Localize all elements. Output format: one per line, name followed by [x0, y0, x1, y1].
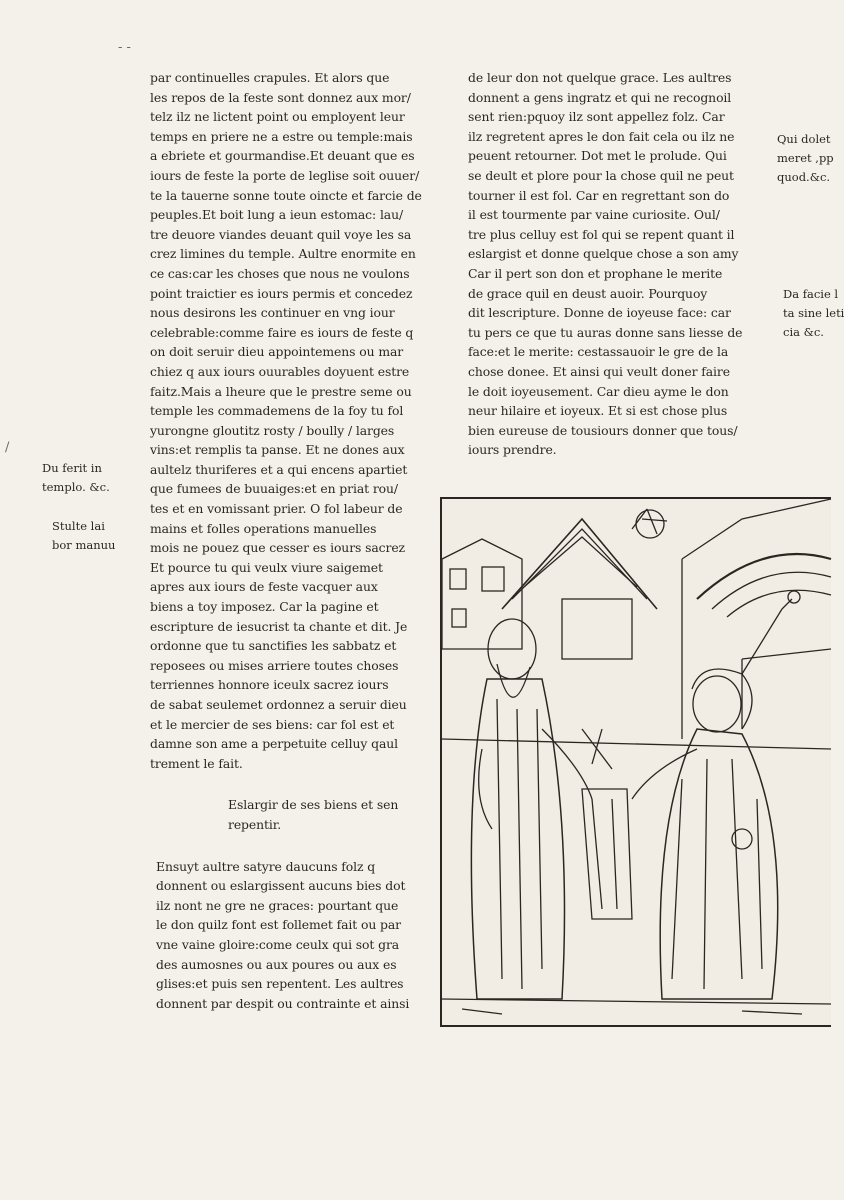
paragraph-one — [150, 68, 450, 773]
margin-note-line: Du ferit in — [42, 461, 102, 475]
text-line: tes et en vomissant prier. O fol labeur de — [150, 501, 403, 517]
text-line: Ensuyt aultre satyre daucuns folz q — [156, 858, 376, 874]
text-line: face:et le merite: cestassauoir le gre de la — [468, 344, 729, 360]
right-text-column — [468, 68, 773, 460]
text-line: crez limines du temple. Aultre enormite en — [150, 246, 416, 262]
text-line: aultelz thuriferes et a qui encens apartiet — [150, 461, 408, 477]
text-line: a ebriete et gourmandise.Et deuant que es — [150, 148, 415, 164]
text-line: ilz nont ne gre ne graces: pourtant que — [156, 897, 399, 913]
text-line: eslargist et donne quelque chose a son amy — [468, 246, 739, 262]
text-line: yurongne gloutitz rosty / boully / larges — [150, 422, 395, 438]
text-line: se deult et plore pour la chose quil ne peut — [468, 167, 734, 183]
text-line: donnent a gens ingratz et qui ne recognoil — [468, 89, 732, 105]
text-line: Car il pert son don et prophane le merite — [468, 265, 723, 281]
text-line: point traictier es iours permis et concedez — [150, 285, 413, 301]
margin-note-line: Da facie l — [783, 287, 839, 301]
text-line: temps en priere ne a estre ou temple:mais — [150, 128, 413, 144]
woodcut-drawing — [442, 499, 831, 1025]
text-line: damne son ame a perpetuite celluy qaul — [150, 736, 398, 752]
text-line: tu pers ce que tu auras donne sans liesse de — [468, 324, 743, 340]
text-line: tre deuore viandes deuant quil voye les sa — [150, 226, 412, 242]
text-line: les repos de la feste sont donnez aux mor/ — [150, 89, 411, 105]
text-line: donnent par despit ou contrainte et ainsi — [156, 995, 410, 1011]
text-line: donnent ou eslargissent aucuns bies dot — [156, 878, 406, 894]
text-line: mois ne pouez que cesser es iours sacrez — [150, 540, 405, 556]
text-line: que fumees de buuaiges:et en priat rou/ — [150, 481, 398, 497]
text-line: iours prendre. — [468, 442, 557, 458]
text-line: reposees ou mises arriere toutes choses — [150, 657, 399, 673]
text-line: te la tauerne sonne toute oincte et farcie de — [150, 187, 422, 203]
margin-note-line: Stulte lai — [52, 519, 105, 533]
margin-note-line: bor manuu — [52, 538, 116, 552]
left-text-column — [150, 68, 450, 1013]
text-line: le don quilz font est follemet fait ou par — [156, 917, 401, 933]
text-line: de leur don not quelque grace. Les aultres — [468, 70, 732, 85]
margin-note-line: templo. &c. — [42, 480, 110, 494]
text-line: biens a toy imposez. Car la pagine et — [150, 599, 379, 615]
text-line: glises:et puis sen repentent. Les aultres — [156, 976, 404, 992]
margin-note-line: meret ,pp — [777, 151, 834, 165]
text-line: sent rien:pquoy ilz sont appellez folz. Car — [468, 109, 725, 125]
text-line: trement le fait. — [150, 755, 243, 771]
text-line: et le mercier de ses biens: car fol est et — [150, 716, 395, 732]
margin-note-line: quod.&c. — [777, 170, 831, 184]
text-line: de sabat seulemet ordonnez a seruir dieu — [150, 697, 407, 712]
margin-note-line: ta sine leti — [783, 306, 844, 320]
text-line: il est tourmente par vaine curiosite. Oul/ — [468, 207, 720, 223]
text-line: on doit seruir dieu appointemens ou mar — [150, 344, 404, 360]
margin-note-line: cia &c. — [783, 325, 824, 339]
text-line: vne vaine gloire:come ceulx qui sot gra — [156, 936, 400, 952]
text-line: nous desirons les continuer en vng iour — [150, 305, 395, 321]
text-line: de grace quil en deust auoir. Pourquoy — [468, 285, 708, 301]
woodcut-illustration — [440, 497, 831, 1027]
text-line: des aumosnes ou aux poures ou aux es — [156, 956, 397, 972]
paragraph-two — [150, 857, 450, 1014]
text-line: terriennes honnore iceulx sacrez iours — [150, 677, 389, 693]
text-line: par continuelles crapules. Et alors que — [150, 70, 390, 85]
text-line: peuples.Et boit lung a ieun estomac: lau/ — [150, 207, 404, 223]
text-line: le doit ioyeusement. Car dieu ayme le don — [468, 383, 729, 399]
text-line: tourner il est fol. Car en regrettant son do — [468, 187, 730, 203]
text-line: tre plus celluy est fol qui se repent quant il — [468, 226, 735, 242]
rubric-line: repentir. — [228, 816, 282, 832]
text-line: chiez q aux iours ouurables doyuent estre — [150, 363, 410, 379]
text-line: iours de feste la porte de leglise soit ouuer/ — [150, 167, 420, 183]
text-line: chose donee. Et ainsi qui veult doner faire — [468, 363, 730, 379]
text-line: peuent retourner. Dot met le prolude. Qui — [468, 148, 727, 164]
text-line: bien eureuse de tousiours donner que tous/ — [468, 422, 738, 438]
text-line: celebrable:comme faire es iours de feste q — [150, 324, 414, 340]
text-line: mains et folles operations manuelles — [150, 520, 377, 536]
text-line: temple les commademens de la foy tu fol — [150, 403, 404, 419]
text-line: faitz.Mais a lheure que le prestre seme ou — [150, 383, 412, 399]
text-line: vins:et remplis ta panse. Et ne dones aux — [150, 442, 405, 458]
rubric-line: Eslargir de ses biens et sen — [228, 797, 399, 813]
text-line: ilz regretent apres le don fait cela ou ilz ne — [468, 128, 735, 144]
margin-note-right-2 — [783, 285, 844, 342]
text-line: apres aux iours de feste vacquer aux — [150, 579, 378, 595]
text-line: ordonne que tu sanctifies les sabbatz et — [150, 638, 397, 654]
text-line: escripture de iesucrist ta chante et dit. Je — [150, 618, 408, 634]
margin-note-left-2 — [52, 517, 115, 555]
margin-note-line: Qui dolet — [777, 132, 831, 146]
section-rubric — [150, 795, 450, 834]
text-line: neur hilaire et ioyeux. Et si est chose plus — [468, 403, 728, 419]
margin-note-left-1 — [42, 459, 110, 497]
margin-note-right-1 — [777, 130, 834, 187]
text-line: Et pource tu qui veulx viure saigemet — [150, 559, 383, 575]
page-mark-dash: - - — [118, 40, 131, 55]
page-mark-slash: / — [5, 440, 10, 455]
text-line: telz ilz ne lictent point ou employent leur — [150, 109, 405, 125]
text-line: ce cas:car les choses que nous ne voulons — [150, 265, 410, 281]
text-line: dit lescripture. Donne de ioyeuse face: car — [468, 305, 731, 321]
paragraph-three — [468, 68, 773, 460]
